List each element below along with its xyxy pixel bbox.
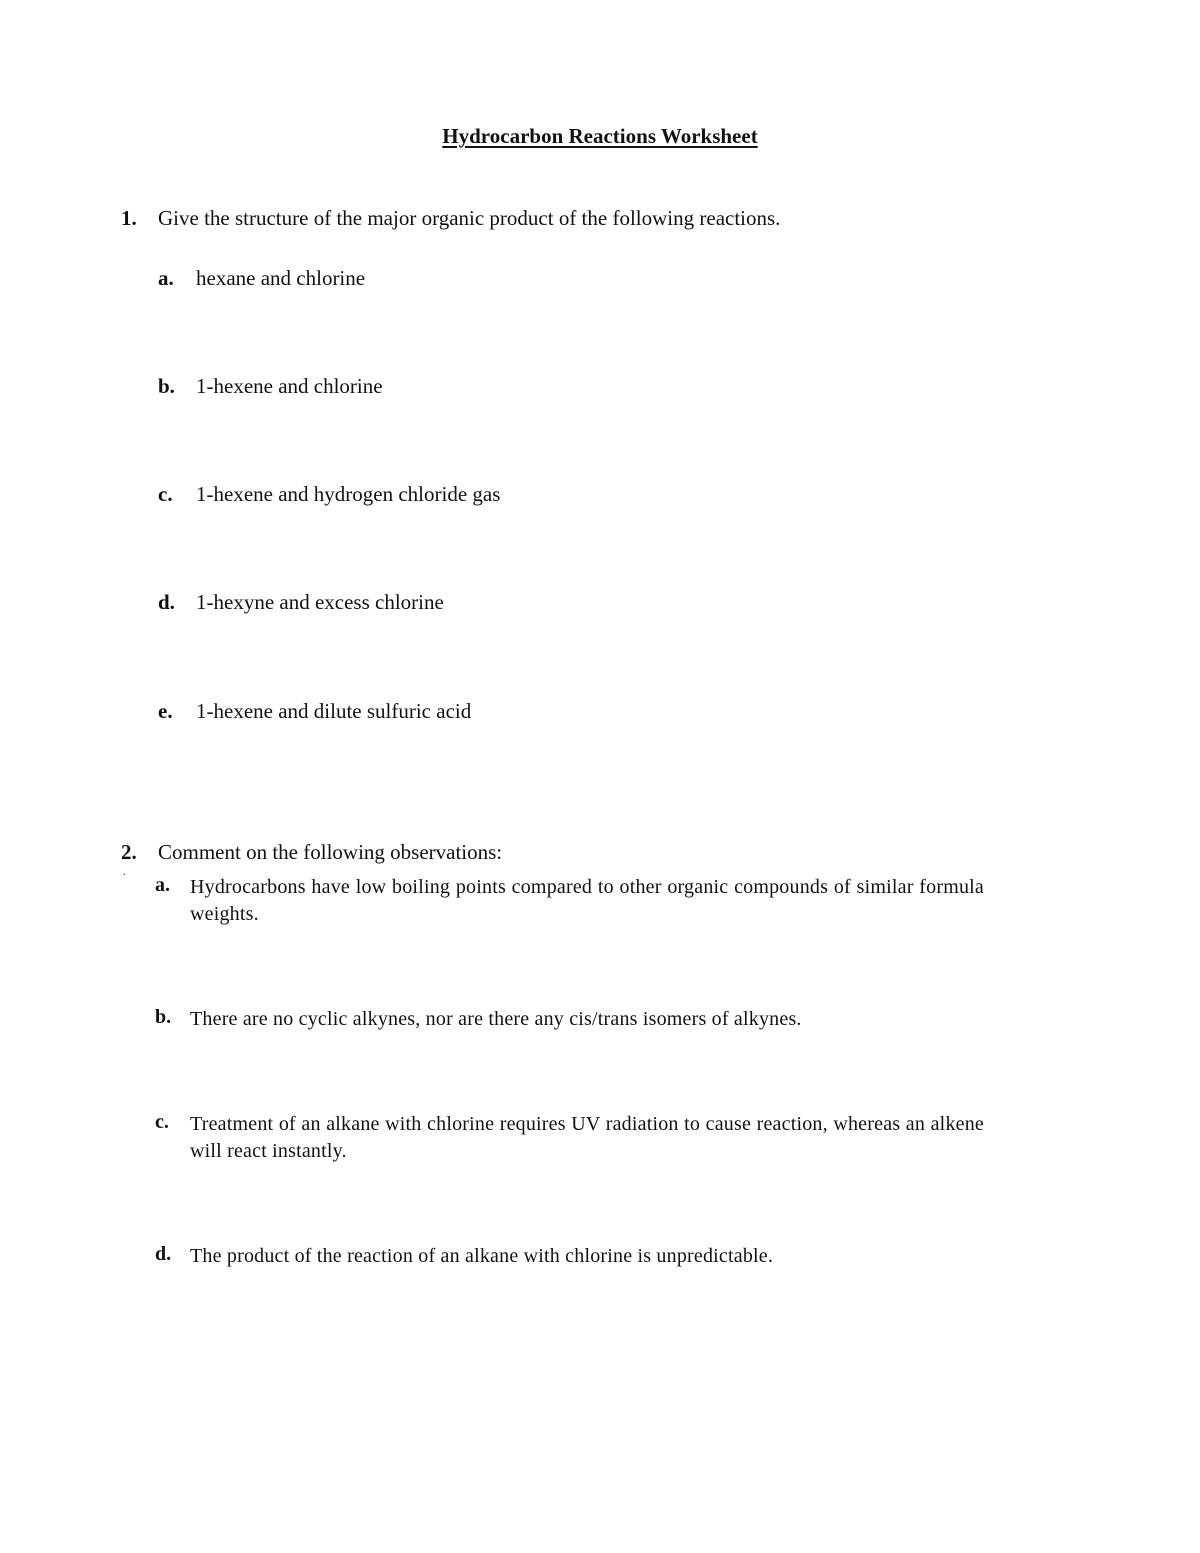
q1-item-e-text: 1-hexene and dilute sulfuric acid <box>196 699 472 723</box>
q2-item-c-text: Treatment of an alkane with chlorine requires UV radiation to cause reaction, whereas an alkene will react instantly. <box>190 1113 984 1162</box>
q2-item-b-text: There are no cyclic alkynes, nor are there any cis/trans isomers of alkynes. <box>190 1008 802 1030</box>
q1-item-a-text: hexane and chlorine <box>196 266 366 290</box>
q2-item-d-letter: d. <box>155 1243 172 1265</box>
q1-item-b-text: 1-hexene and chlorine <box>196 374 383 398</box>
question-2-number: 2. <box>121 840 137 864</box>
question-2-text: Comment on the following observations: <box>158 840 503 864</box>
q1-item-c-letter: c. <box>158 482 173 506</box>
q1-item-d-text: 1-hexyne and excess chlorine <box>196 590 444 614</box>
q2-item-d-text: The product of the reaction of an alkane with chlorine is unpredictable. <box>190 1245 774 1267</box>
page-title: Hydrocarbon Reactions Worksheet <box>442 124 758 148</box>
q2-item-a-letter: a. <box>155 874 170 896</box>
q2-item-c-letter: c. <box>155 1111 169 1133</box>
q1-item-a-letter: a. <box>158 266 174 290</box>
q2-item-a-text: Hydrocarbons have low boiling points compared to other organic compounds of similar formula weights. <box>190 876 984 925</box>
q1-item-c-text: 1-hexene and hydrogen chloride gas <box>196 482 501 506</box>
q1-item-b-letter: b. <box>158 374 175 398</box>
q1-item-e-letter: e. <box>158 699 173 723</box>
question-1-number: 1. <box>121 206 137 230</box>
q2-item-b-letter: b. <box>155 1006 172 1028</box>
list-marker-dot: . <box>123 867 126 878</box>
question-1-text: Give the structure of the major organic product of the following reactions. <box>158 206 781 230</box>
q1-item-d-letter: d. <box>158 590 175 614</box>
